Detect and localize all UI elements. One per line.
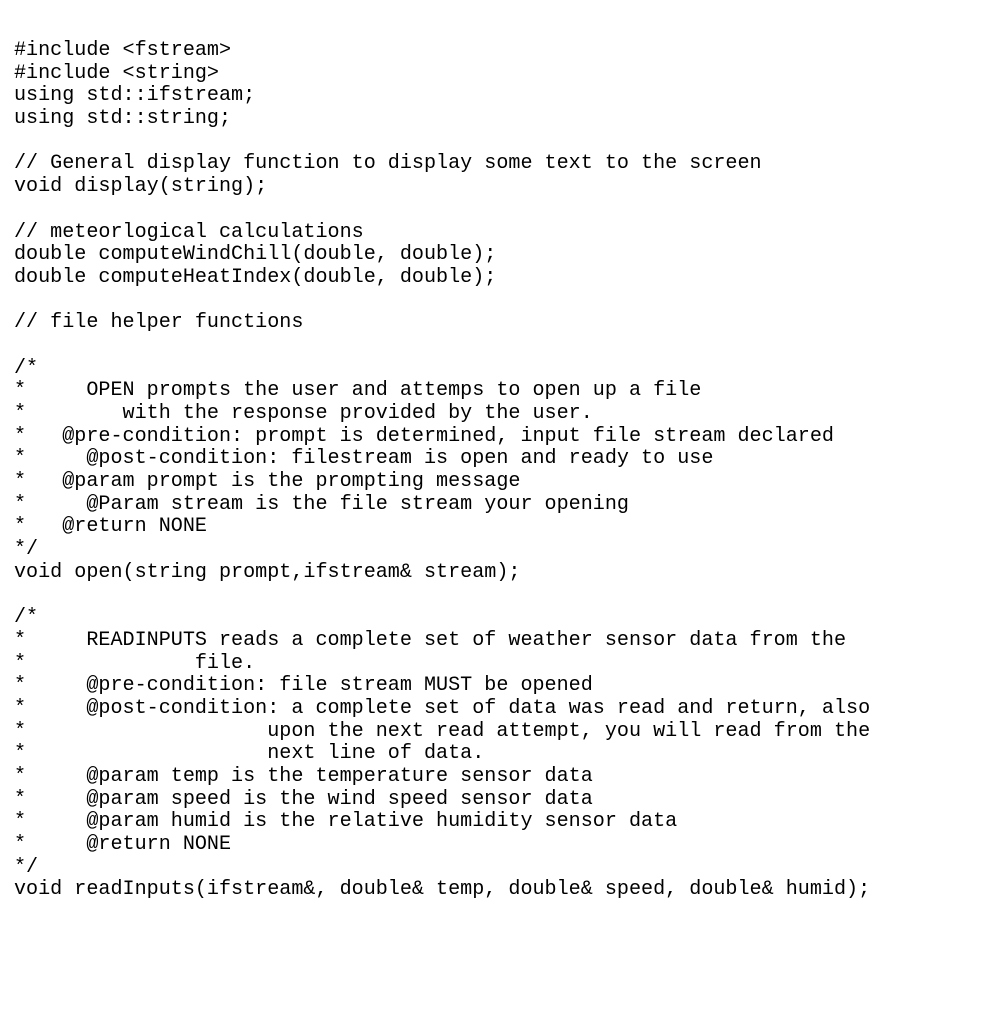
code-line-readinputs-doc-end: */ bbox=[14, 855, 39, 879]
code-line-readinputs-doc-start: /* bbox=[14, 606, 39, 630]
code-line-readinputs-doc: * @param humid is the relative humidity sensor data bbox=[14, 810, 678, 834]
code-line-open-doc: * @Param stream is the file stream your opening bbox=[14, 492, 629, 516]
code-line-comment-display: // General display function to display some text to the screen bbox=[14, 152, 762, 176]
code-line-windchill-decl: double computeWindChill(double, double); bbox=[14, 243, 497, 267]
code-line-open-doc-end: */ bbox=[14, 538, 39, 562]
code-line-open-doc-start: /* bbox=[14, 356, 39, 380]
code-line-open-doc: * @return NONE bbox=[14, 515, 207, 539]
code-line-using-string: using std::string; bbox=[14, 107, 232, 131]
code-line-readinputs-doc: * next line of data. bbox=[14, 742, 485, 766]
code-line-open-doc: * @param prompt is the prompting message bbox=[14, 470, 521, 494]
code-line-readinputs-doc: * @param speed is the wind speed sensor data bbox=[14, 787, 593, 811]
code-line-display-decl: void display(string); bbox=[14, 175, 268, 199]
code-line-open-doc: * @pre-condition: prompt is determined, input file stream declared bbox=[14, 424, 834, 448]
code-line-heatindex-decl: double computeHeatIndex(double, double); bbox=[14, 265, 497, 289]
code-line-include-string: #include <string> bbox=[14, 61, 219, 85]
code-line-readinputs-doc: * @param temp is the temperature sensor data bbox=[14, 765, 593, 788]
code-line-include-fstream: #include <fstream> bbox=[14, 39, 232, 62]
code-line-readinputs-doc: * file. bbox=[14, 651, 256, 675]
code-line-comment-meteorological: // meteorlogical calculations bbox=[14, 220, 364, 244]
code-line-open-doc: * with the response provided by the user. bbox=[14, 402, 593, 425]
code-line-comment-file-helpers: // file helper functions bbox=[14, 311, 304, 335]
code-line-blank bbox=[14, 335, 984, 358]
code-line-readinputs-doc: * @pre-condition: file stream MUST be opened bbox=[14, 674, 593, 698]
code-line-blank bbox=[14, 290, 984, 313]
code-line-readinputs-doc: * READINPUTS reads a complete set of weather sensor data from the bbox=[14, 628, 847, 652]
code-line-open-decl: void open(string prompt,ifstream& stream); bbox=[14, 560, 521, 584]
code-line-readinputs-doc: * @post-condition: a complete set of data was read and return, also bbox=[14, 696, 871, 720]
code-line-blank bbox=[14, 199, 984, 222]
code-line-open-doc: * @post-condition: filestream is open and ready to use bbox=[14, 447, 714, 471]
code-line-blank bbox=[14, 585, 984, 608]
code-line-readinputs-doc: * upon the next read attempt, you will read from the bbox=[14, 719, 871, 743]
code-line-open-doc: * OPEN prompts the user and attemps to open up a file bbox=[14, 379, 702, 403]
code-line-readinputs-doc: * @return NONE bbox=[14, 833, 232, 857]
code-document bbox=[14, 40, 984, 902]
code-line-readinputs-decl: void readInputs(ifstream&, double& temp, double& speed, double& humid); bbox=[14, 878, 871, 902]
code-line-blank bbox=[14, 131, 984, 154]
code-line-using-ifstream: using std::ifstream; bbox=[14, 84, 256, 108]
